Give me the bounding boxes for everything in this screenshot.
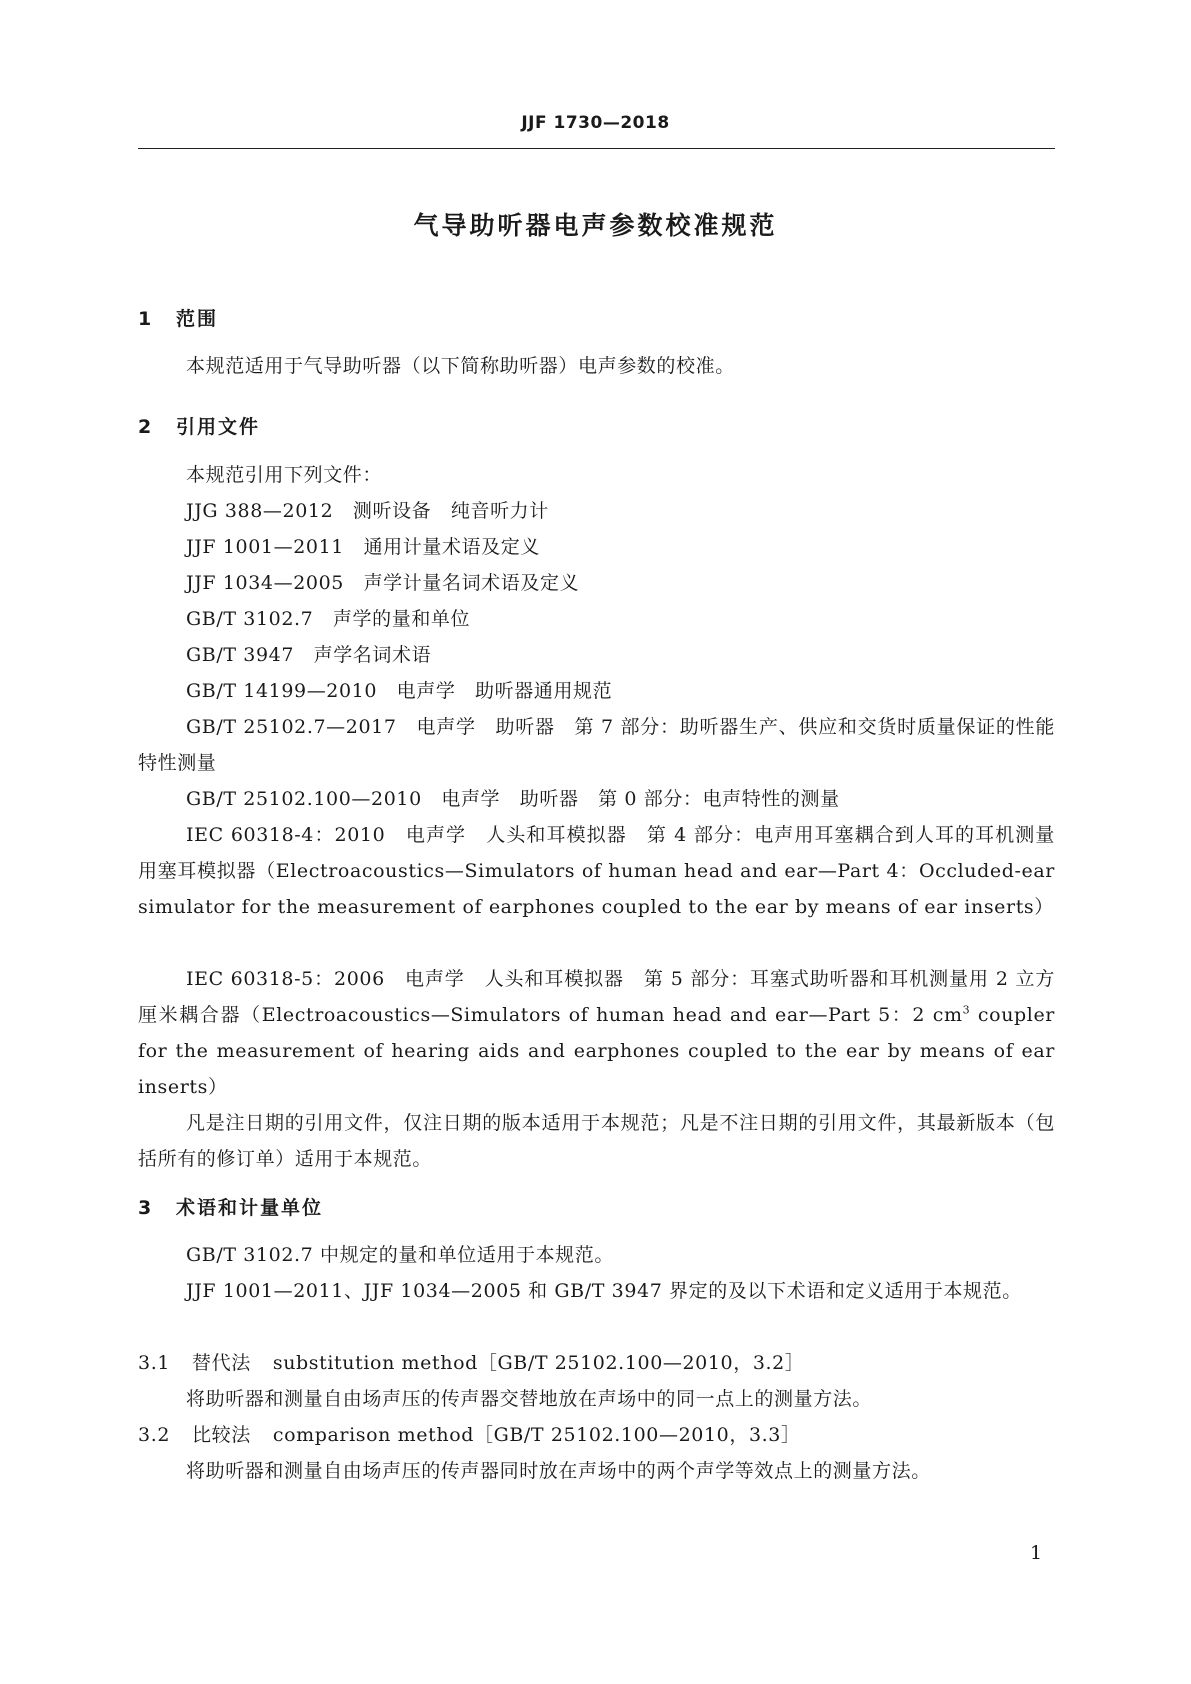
reference-item: JJF 1001—2011 通用计量术语及定义 bbox=[186, 536, 540, 558]
section-3-heading bbox=[138, 1193, 323, 1220]
section-number: 2 bbox=[138, 416, 154, 438]
page-number: 1 bbox=[1030, 1542, 1043, 1564]
reference-text: IEC 60318-5：2006 电声学 人头和耳模拟器 第 5 部分：耳塞式助听器和耳机测量用 2 立方厘米耦合器（Electroacoustics—Simulators of human head and ear—Part 5：2 cm bbox=[138, 968, 1055, 1026]
term-number: 3.1 bbox=[138, 1352, 171, 1374]
term-english: comparison method［GB/T 25102.100—2010，3.3］ bbox=[272, 1424, 801, 1446]
section-3-paragraph: GB/T 3102.7 中规定的量和单位适用于本规范。 bbox=[186, 1244, 614, 1266]
term-chinese: 替代法 bbox=[192, 1352, 251, 1374]
references-intro: 本规范引用下列文件： bbox=[186, 464, 383, 486]
header-rule bbox=[138, 148, 1055, 149]
section-title: 范围 bbox=[176, 308, 219, 330]
reference-item bbox=[138, 961, 1055, 1105]
reference-text: coupler for the measurement of hearing aids and earphones coupled to the ear by means of ear inserts） bbox=[138, 1004, 1055, 1098]
reference-item: JJF 1034—2005 声学计量名词术语及定义 bbox=[186, 572, 580, 594]
document-code-header: JJF 1730—2018 bbox=[521, 113, 670, 133]
reference-item: GB/T 3102.7 声学的量和单位 bbox=[186, 608, 471, 630]
section-number: 3 bbox=[138, 1197, 154, 1219]
reference-item: GB/T 14199—2010 电声学 助听器通用规范 bbox=[186, 680, 613, 702]
reference-item: GB/T 25102.7—2017 电声学 助听器 第 7 部分：助听器生产、供应和交货时质量保证的性能特性测量 bbox=[138, 716, 1055, 774]
term-english: substitution method［GB/T 25102.100—2010，3.2］ bbox=[272, 1352, 805, 1374]
reference-item: GB/T 25102.100—2010 电声学 助听器 第 0 部分：电声特性的测量 bbox=[186, 788, 840, 810]
section-1-text: 本规范适用于气导助听器（以下简称助听器）电声参数的校准。 bbox=[186, 355, 735, 377]
reference-item: IEC 60318-4：2010 电声学 人头和耳模拟器 第 4 部分：电声用耳塞耦合到人耳的耳机测量用塞耳模拟器（Electroacoustics—Simulators of human head and ear—Part 4：Occluded-ear simulator for the measurement of earphones coupled to the ear by means of ear inserts） bbox=[138, 824, 1055, 918]
term-definition: 将助听器和测量自由场声压的传声器同时放在声场中的两个声学等效点上的测量方法。 bbox=[186, 1460, 931, 1482]
reference-item: JJG 388—2012 测听设备 纯音听力计 bbox=[186, 500, 549, 522]
term-entry bbox=[138, 1417, 801, 1453]
section-number: 1 bbox=[138, 308, 154, 330]
section-title: 术语和计量单位 bbox=[176, 1197, 324, 1219]
term-chinese: 比较法 bbox=[192, 1424, 251, 1446]
section-title: 引用文件 bbox=[176, 416, 261, 438]
superscript: 3 bbox=[962, 1003, 971, 1017]
reference-item: GB/T 3947 声学名词术语 bbox=[186, 644, 432, 666]
term-entry bbox=[138, 1345, 804, 1381]
page-title: 气导助听器电声参数校准规范 bbox=[413, 211, 778, 240]
term-definition: 将助听器和测量自由场声压的传声器交替地放在声场中的同一点上的测量方法。 bbox=[186, 1388, 873, 1410]
section-1-heading bbox=[138, 304, 218, 331]
references-note: 凡是注日期的引用文件，仅注日期的版本适用于本规范；凡是不注日期的引用文件，其最新版本（包括所有的修订单）适用于本规范。 bbox=[138, 1112, 1055, 1170]
term-number: 3.2 bbox=[138, 1424, 171, 1446]
section-2-heading bbox=[138, 412, 260, 439]
section-3-paragraph: JJF 1001—2011、JJF 1034—2005 和 GB/T 3947 界定的及以下术语和定义适用于本规范。 bbox=[186, 1280, 1022, 1302]
